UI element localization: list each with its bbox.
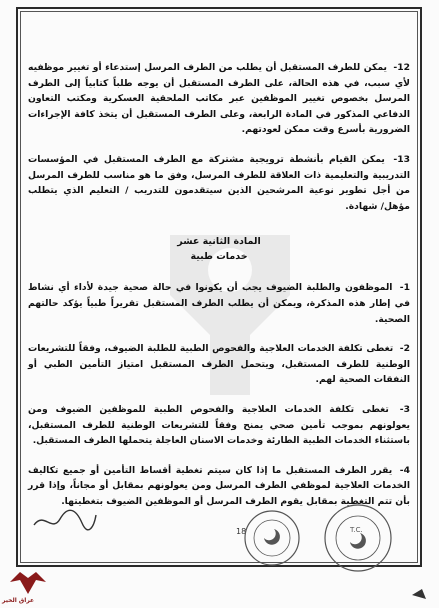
item-number: 2- <box>399 343 410 355</box>
medical-item-3 <box>28 402 410 449</box>
item-number: 3- <box>399 403 410 415</box>
article-subtitle: خدمات طبية <box>190 251 248 263</box>
clause-13 <box>28 152 410 214</box>
item-text: تغطى تكلفة الخدمات العلاجية والفحوص الطبية للموظفين الضيوف ومن يعولونهم بموجب تأمين صحي يمنح وفقاً للتشريعات الوطنية للطرف المستقبل، باستثناء الخدمات الطبية الطارئة وخدمات الاسنان العاجلة يتحملها الطرف المستقبل. <box>28 403 410 447</box>
item-number: 4- <box>399 464 410 476</box>
medical-item-1 <box>28 280 410 327</box>
article-title: المادة الثانية عشر <box>177 236 261 248</box>
medical-item-2 <box>28 341 410 388</box>
corner-stamp-fragment <box>410 585 430 605</box>
signature-mark <box>30 505 100 535</box>
page-footer <box>0 490 439 608</box>
item-number: 1- <box>399 282 410 294</box>
item-text: تغطى تكلفة الخدمات العلاجية والفحوص الطبية للطلبة الضيوف، وفقاً للتشريعات الوطنية للطرف المستقبل، ويتحمل الطرف المستقبل امتياز التأمين الطبي أو النفقات الصحية لهم. <box>28 343 410 386</box>
clause-12 <box>28 60 410 138</box>
item-text: يقرر الطرف المستقبل ما إذا كان سيتم تغطية أقساط التأمين أو جميع تكاليف الخدمات العلاجية لموظفي الطرف المرسل ومن يعولونهم بمقابل أو مجاناً، وإذا قرر بأن تتم التغطية بمقابل يقوم الطرف المرسل أو الموظفين الضيوف بتغطيتها. <box>28 464 410 507</box>
clause-text: يمكن للطرف المستقبل أن يطلب من الطرف المرسل إستدعاء أو تغيير موظفيه لأي سبب، في هذه الحالة، على الطرف المستقبل أن يوجه طلباً كتابياً إلى الطرف المرسل بخصوص تغيير الموظفين عبر مكاتب الملحقية العسكرية ومكتب التعاون الدفاعي المذكور في المادة الرابعة، وعلى الطرف المستقبل أن يتخذ كافة الإجراءات الضرورية بأسرع وقت ممكن لعودتهم. <box>28 62 410 136</box>
official-stamp-right <box>322 502 394 574</box>
clause-number: 12- <box>393 62 411 73</box>
stamp-text: T.C. <box>350 526 363 534</box>
document-body <box>28 60 410 523</box>
clause-number: 13- <box>393 153 411 165</box>
clause-text: يمكن القيام بأنشطة ترويجية مشتركة مع الطرف المستقبل في المؤسسات التدريبية والتعليمية ذات العلاقة للطرف المرسل، وفق ما هو مناسب للطرف المرسل من أجل تطوير نوعية المرشحين الذين سيتقدمون للتدريب / التعليم الذي يتطلب مؤهل/ شهادة. <box>28 153 410 212</box>
site-logo-text: عراق الخير <box>2 597 35 604</box>
item-text: الموظفون والطلبة الضيوف يجب أن يكونوا في حالة صحية جيدة لأداء أي نشاط في إطار هذه المذكرة، ويمكن أن يطلب الطرف المستقبل تقريراً طبياً يؤكد حالتهم الصحية. <box>28 282 410 325</box>
page-number: 18 <box>236 527 247 536</box>
site-logo-icon <box>8 568 48 598</box>
official-stamp-left <box>242 508 302 568</box>
